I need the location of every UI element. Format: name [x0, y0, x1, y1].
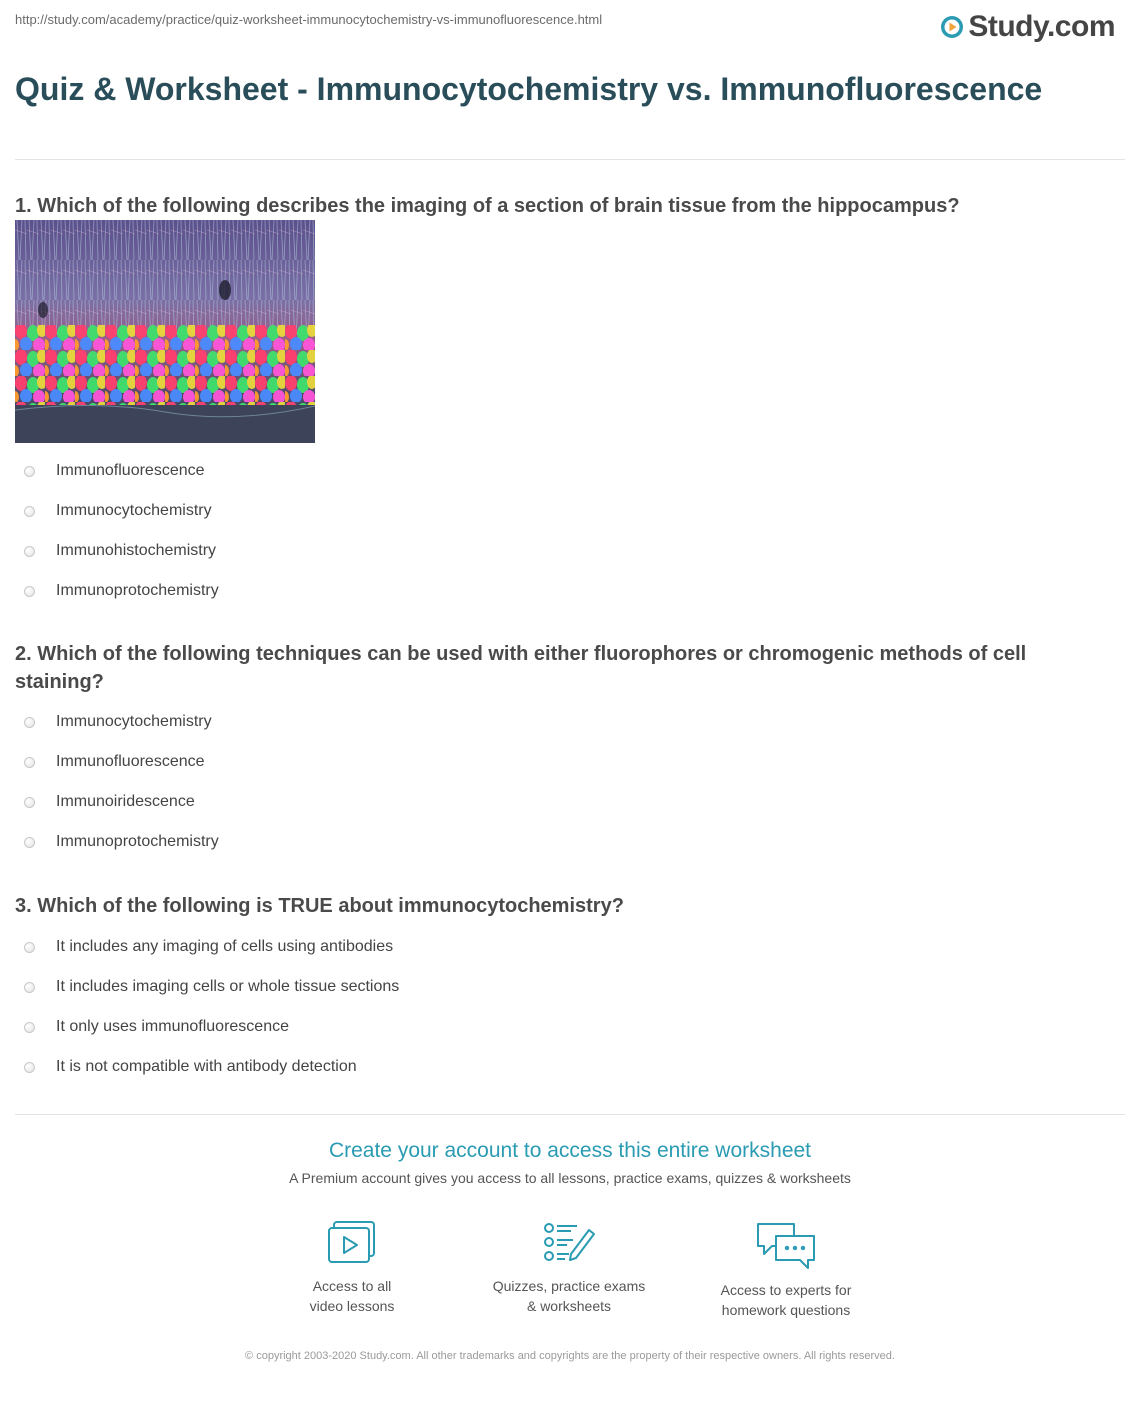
radio-button-icon[interactable] — [24, 942, 35, 953]
feature-quizzes — [479, 1220, 659, 1316]
option-label: Immunoprotochemistry — [56, 833, 219, 850]
answer-option[interactable] — [15, 702, 1115, 742]
radio-button-icon[interactable] — [24, 466, 35, 477]
feature-video-lessons — [262, 1220, 442, 1316]
options-list — [15, 451, 1115, 611]
option-label: Immunocytochemistry — [56, 502, 212, 519]
top-bar — [15, 10, 1125, 50]
answer-option[interactable] — [15, 782, 1115, 822]
radio-button-icon[interactable] — [24, 837, 35, 848]
option-label: Immunoiridescence — [56, 793, 195, 810]
page-title: Quiz & Worksheet - Immunocytochemistry vs. Immunofluorescence — [15, 71, 1043, 107]
page-url: http://study.com/academy/practice/quiz-worksheet-immunocytochemistry-vs-immunofluorescence.html — [15, 12, 603, 27]
option-label: It only uses immunofluorescence — [56, 1018, 289, 1035]
signup-cta — [0, 1136, 1140, 1186]
option-label: It includes any imaging of cells using antibodies — [56, 938, 394, 955]
radio-button-icon[interactable] — [24, 797, 35, 808]
question-3 — [15, 892, 1115, 1087]
option-label: Immunofluorescence — [56, 462, 205, 479]
fluorescent-brain-tissue-image — [15, 220, 315, 443]
quiz-checklist-icon — [541, 1220, 597, 1266]
chat-bubbles-icon — [754, 1220, 818, 1270]
study-logo[interactable] — [940, 10, 1115, 44]
answer-option[interactable] — [15, 967, 1115, 1007]
radio-button-icon[interactable] — [24, 586, 35, 597]
feature-experts — [696, 1220, 876, 1320]
play-logo-icon — [940, 15, 964, 39]
radio-button-icon[interactable] — [24, 546, 35, 557]
question-text: 2. Which of the following techniques can be used with either fluorophores or chromogenic methods of cell staining? — [15, 643, 1027, 693]
radio-button-icon[interactable] — [24, 757, 35, 768]
radio-button-icon[interactable] — [24, 717, 35, 728]
answer-option[interactable] — [15, 742, 1115, 782]
copyright-footer: © copyright 2003-2020 Study.com. All other trademarks and copyrights are the property of their respective owners. All rights reserved. — [245, 1350, 895, 1362]
answer-option[interactable] — [15, 1047, 1115, 1087]
option-label: Immunoprotochemistry — [56, 582, 219, 599]
video-lessons-icon — [326, 1220, 378, 1266]
answer-option[interactable] — [15, 822, 1115, 862]
premium-features — [0, 1220, 1140, 1320]
answer-option[interactable] — [15, 927, 1115, 967]
option-label: Immunofluorescence — [56, 753, 205, 770]
title-divider — [15, 159, 1125, 160]
answer-option[interactable] — [15, 491, 1115, 531]
cta-subtitle: A Premium account gives you access to all lessons, practice exams, quizzes & worksheets — [289, 1170, 851, 1186]
feature-label: Access to all video lessons — [309, 1278, 395, 1314]
answer-option[interactable] — [15, 531, 1115, 571]
answer-option[interactable] — [15, 571, 1115, 611]
question-text: 3. Which of the following is TRUE about immunocytochemistry? — [15, 895, 624, 917]
option-label: Immunohistochemistry — [56, 542, 217, 559]
answer-option[interactable] — [15, 1007, 1115, 1047]
radio-button-icon[interactable] — [24, 1022, 35, 1033]
option-label: It is not compatible with antibody detection — [56, 1058, 357, 1075]
logo-text: Study.com — [968, 10, 1115, 43]
options-list — [15, 927, 1115, 1087]
cta-title-link[interactable]: Create your account to access this entire worksheet — [328, 1139, 812, 1162]
option-label: It includes imaging cells or whole tissue sections — [56, 978, 400, 995]
radio-button-icon[interactable] — [24, 506, 35, 517]
feature-label: Access to experts for homework questions — [720, 1282, 852, 1318]
question-text: 1. Which of the following describes the imaging of a section of brain tissue from the hippocampus? — [15, 195, 960, 217]
feature-label: Quizzes, practice exams & worksheets — [492, 1278, 646, 1314]
radio-button-icon[interactable] — [24, 1062, 35, 1073]
question-2 — [15, 640, 1115, 862]
radio-button-icon[interactable] — [24, 982, 35, 993]
answer-option[interactable] — [15, 451, 1115, 491]
cta-divider — [15, 1114, 1125, 1115]
options-list — [15, 702, 1115, 862]
option-label: Immunocytochemistry — [56, 713, 212, 730]
question-1 — [15, 192, 1115, 611]
